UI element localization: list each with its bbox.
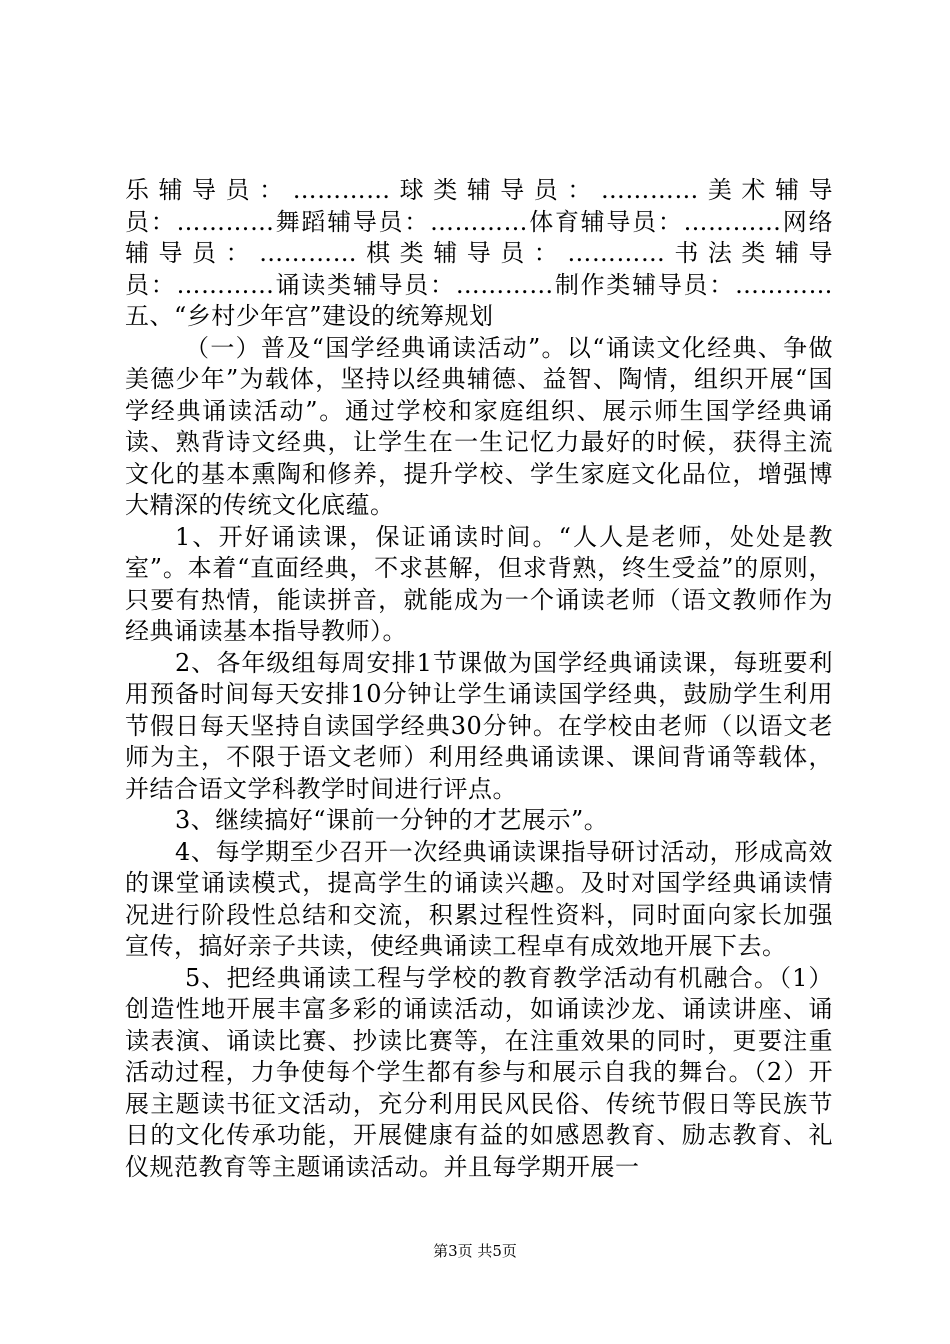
paragraph-item-1: 1、开好诵读课，保证诵读时间。“人人是老师，处处是教室”。本着“直面经典，不求甚解，但求背熟，终生受益”的原则，只要有热情，能读拼音，就能成为一个诵读老师（语文教师作为经典诵读基本指导教师）。: [125, 522, 833, 645]
paragraph-counselor-list: 乐辅导员：…………球类辅导员：…………美术辅导员：…………舞蹈辅导员：…………体育辅导员：…………网络辅导员：…………棋类辅导员：…………书法类辅导员：…………诵读类辅导员：…………制作类辅导员：…………五、“乡村少年宫”建设的统筹规划: [125, 176, 833, 330]
paragraph-item-2: 2、各年级组每周安排1节课做为国学经典诵读课，每班要利用预备时间每天安排10分钟让学生诵读国学经典，鼓励学生利用节假日每天坚持自读国学经典30分钟。在学校由老师（以语文老师为主，不限于语文老师）利用经典诵读课、课间背诵等载体，并结合语文学科教学时间进行评点。: [125, 648, 833, 803]
paragraph-item-4: 4、每学期至少召开一次经典诵读课指导研讨活动，形成高效的课堂诵读模式，提高学生的诵读兴趣。及时对国学经典诵读情况进行阶段性总结和交流，积累过程性资料，同时面向家长加强宣传，搞好亲子共读，使经典诵读工程卓有成效地开展下去。: [125, 837, 833, 960]
paragraph-item-3: 3、继续搞好“课前一分钟的才艺展示”。: [175, 806, 609, 834]
page-number-footer: 第3页 共5页: [433, 1242, 517, 1260]
paragraph-item-5: 5、把经典诵读工程与学校的教育教学活动有机融合。（1）创造性地开展丰富多彩的诵读活动，如诵读沙龙、诵读讲座、诵读表演、诵读比赛、抄读比赛等，在注重效果的同时，更要注重活动过程，力争使每个学生都有参与和展示自我的舞台。（2）开展主题读书征文活动，充分利用民风民俗、传统节假日等民族节日的文化传承功能，开展健康有益的如感恩教育、励志教育、礼仪规范教育等主题诵读活动。并且每学期开展一: [125, 963, 833, 1181]
paragraph-section-1: （一）普及“国学经典诵读活动”。以“诵读文化经典、争做美德少年”为载体，坚持以经典辅德、益智、陶情，组织开展“国学经典诵读活动”。通过学校和家庭组织、展示师生国学经典诵读、熟背诗文经典，让学生在一生记忆力最好的时候，获得主流文化的基本熏陶和修养，提升学校、学生家庭文化品位，增强博大精深的传统文化底蕴。: [125, 333, 833, 519]
document-body: [125, 175, 833, 1183]
